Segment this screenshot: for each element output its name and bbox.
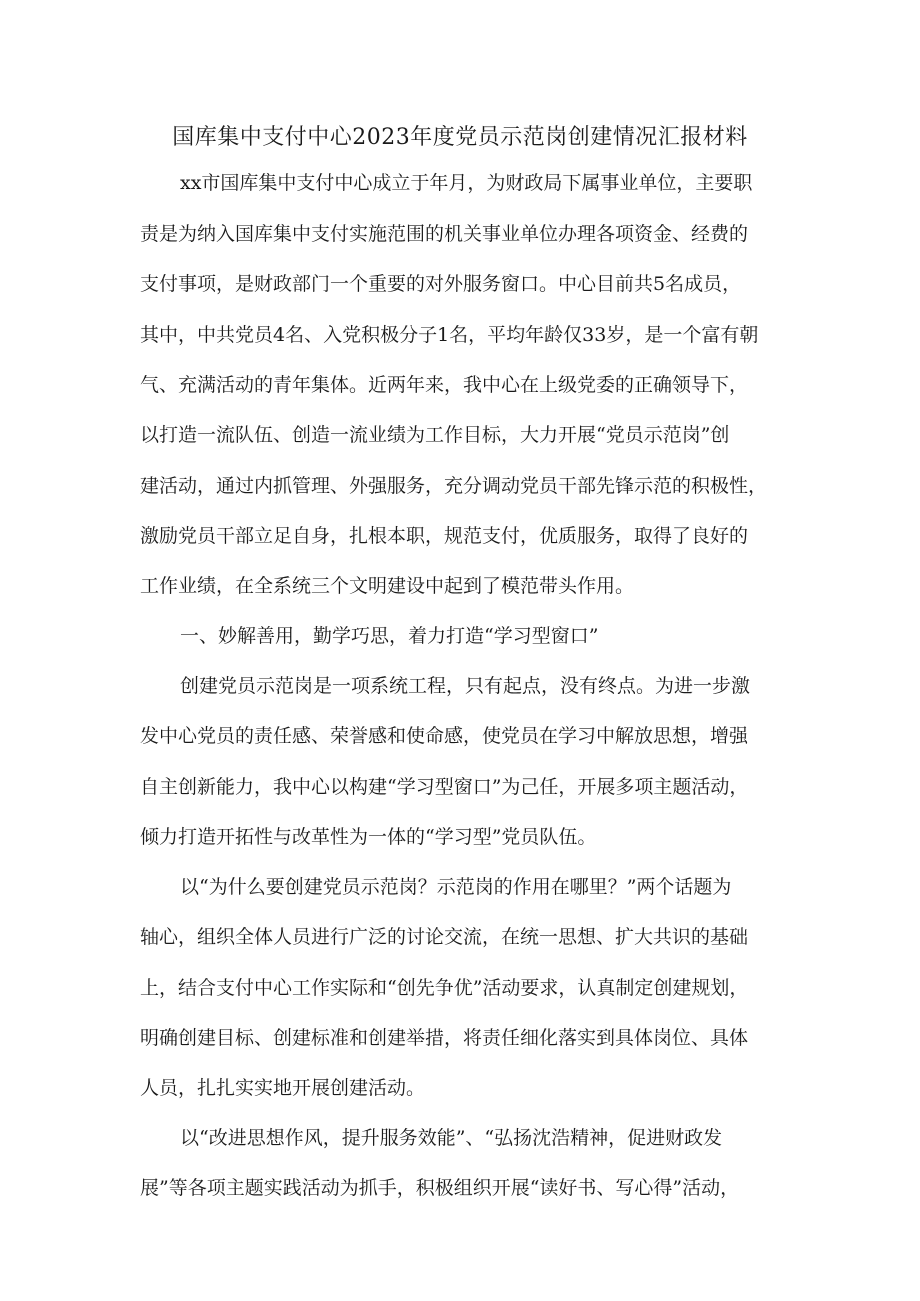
paragraph-line: 以打造一流队伍、创造一流业绩为工作目标，大力开展“党员示范岗”创 — [140, 424, 730, 446]
paragraph-line: 以“改进思想作风，提升服务效能”、“弘扬沈浩精神，促进财政发 — [180, 1127, 723, 1149]
paragraph-line: 自主创新能力，我中心以构建“学习型窗口”为己任，开展多项主题活动， — [140, 776, 749, 798]
section-heading: 一、妙解善用，勤学巧思，着力打造“学习型窗口” — [180, 625, 599, 647]
paragraph-line: 创建党员示范岗是一项系统工程，只有起点，没有终点。为进一步激 — [180, 675, 751, 697]
paragraph-line: 建活动，通过内抓管理、外强服务，充分调动党员干部先锋示范的积极性， — [140, 475, 768, 497]
paragraph-line: 责是为纳入国库集中支付实施范围的机关事业单位办理各项资金、经费的 — [140, 223, 749, 245]
paragraph-line: 发中心党员的责任感、荣誉感和使命感，使党员在学习中解放思想，增强 — [140, 725, 749, 747]
paragraph-line: xx市国库集中支付中心成立于年月，为财政局下属事业单位，主要职 — [180, 172, 753, 194]
paragraph-line: 展”等各项主题实践活动为抓手，积极组织开展“读好书、写心得”活动， — [140, 1177, 740, 1199]
paragraph-line: 以“为什么要创建党员示范岗？示范岗的作用在哪里？”两个话题为 — [180, 876, 732, 898]
paragraph-line: 明确创建目标、创建标准和创建举措，将责任细化落实到具体岗位、具体 — [140, 1027, 749, 1049]
paragraph-line: 支付事项，是财政部门一个重要的对外服务窗口。中心目前共5名成员， — [140, 273, 742, 295]
paragraph-line: 工作业绩，在全系统三个文明建设中起到了模范带头作用。 — [140, 575, 635, 597]
paragraph-line: 人员，扎扎实实地开展创建活动。 — [140, 1077, 426, 1099]
paragraph-line: 上，结合支付中心工作实际和“创先争优”活动要求，认真制定创建规划， — [140, 977, 749, 999]
paragraph-line: 其中，中共党员4名、入党积极分子1名，平均年龄仅33岁，是一个富有朝 — [140, 324, 759, 346]
document-title: 国库集中支付中心2023年度党员示范岗创建情况汇报材料 — [172, 125, 748, 150]
paragraph-line: 轴心，组织全体人员进行广泛的讨论交流，在统一思想、扩大共识的基础 — [140, 926, 749, 948]
paragraph-line: 倾力打造开拓性与改革性为一体的“学习型”党员队伍。 — [140, 826, 597, 848]
paragraph-line: 气、充满活动的青年集体。近两年来，我中心在上级党委的正确领导下， — [140, 374, 749, 396]
paragraph-line: 激励党员干部立足自身，扎根本职，规范支付，优质服务，取得了良好的 — [140, 525, 749, 547]
